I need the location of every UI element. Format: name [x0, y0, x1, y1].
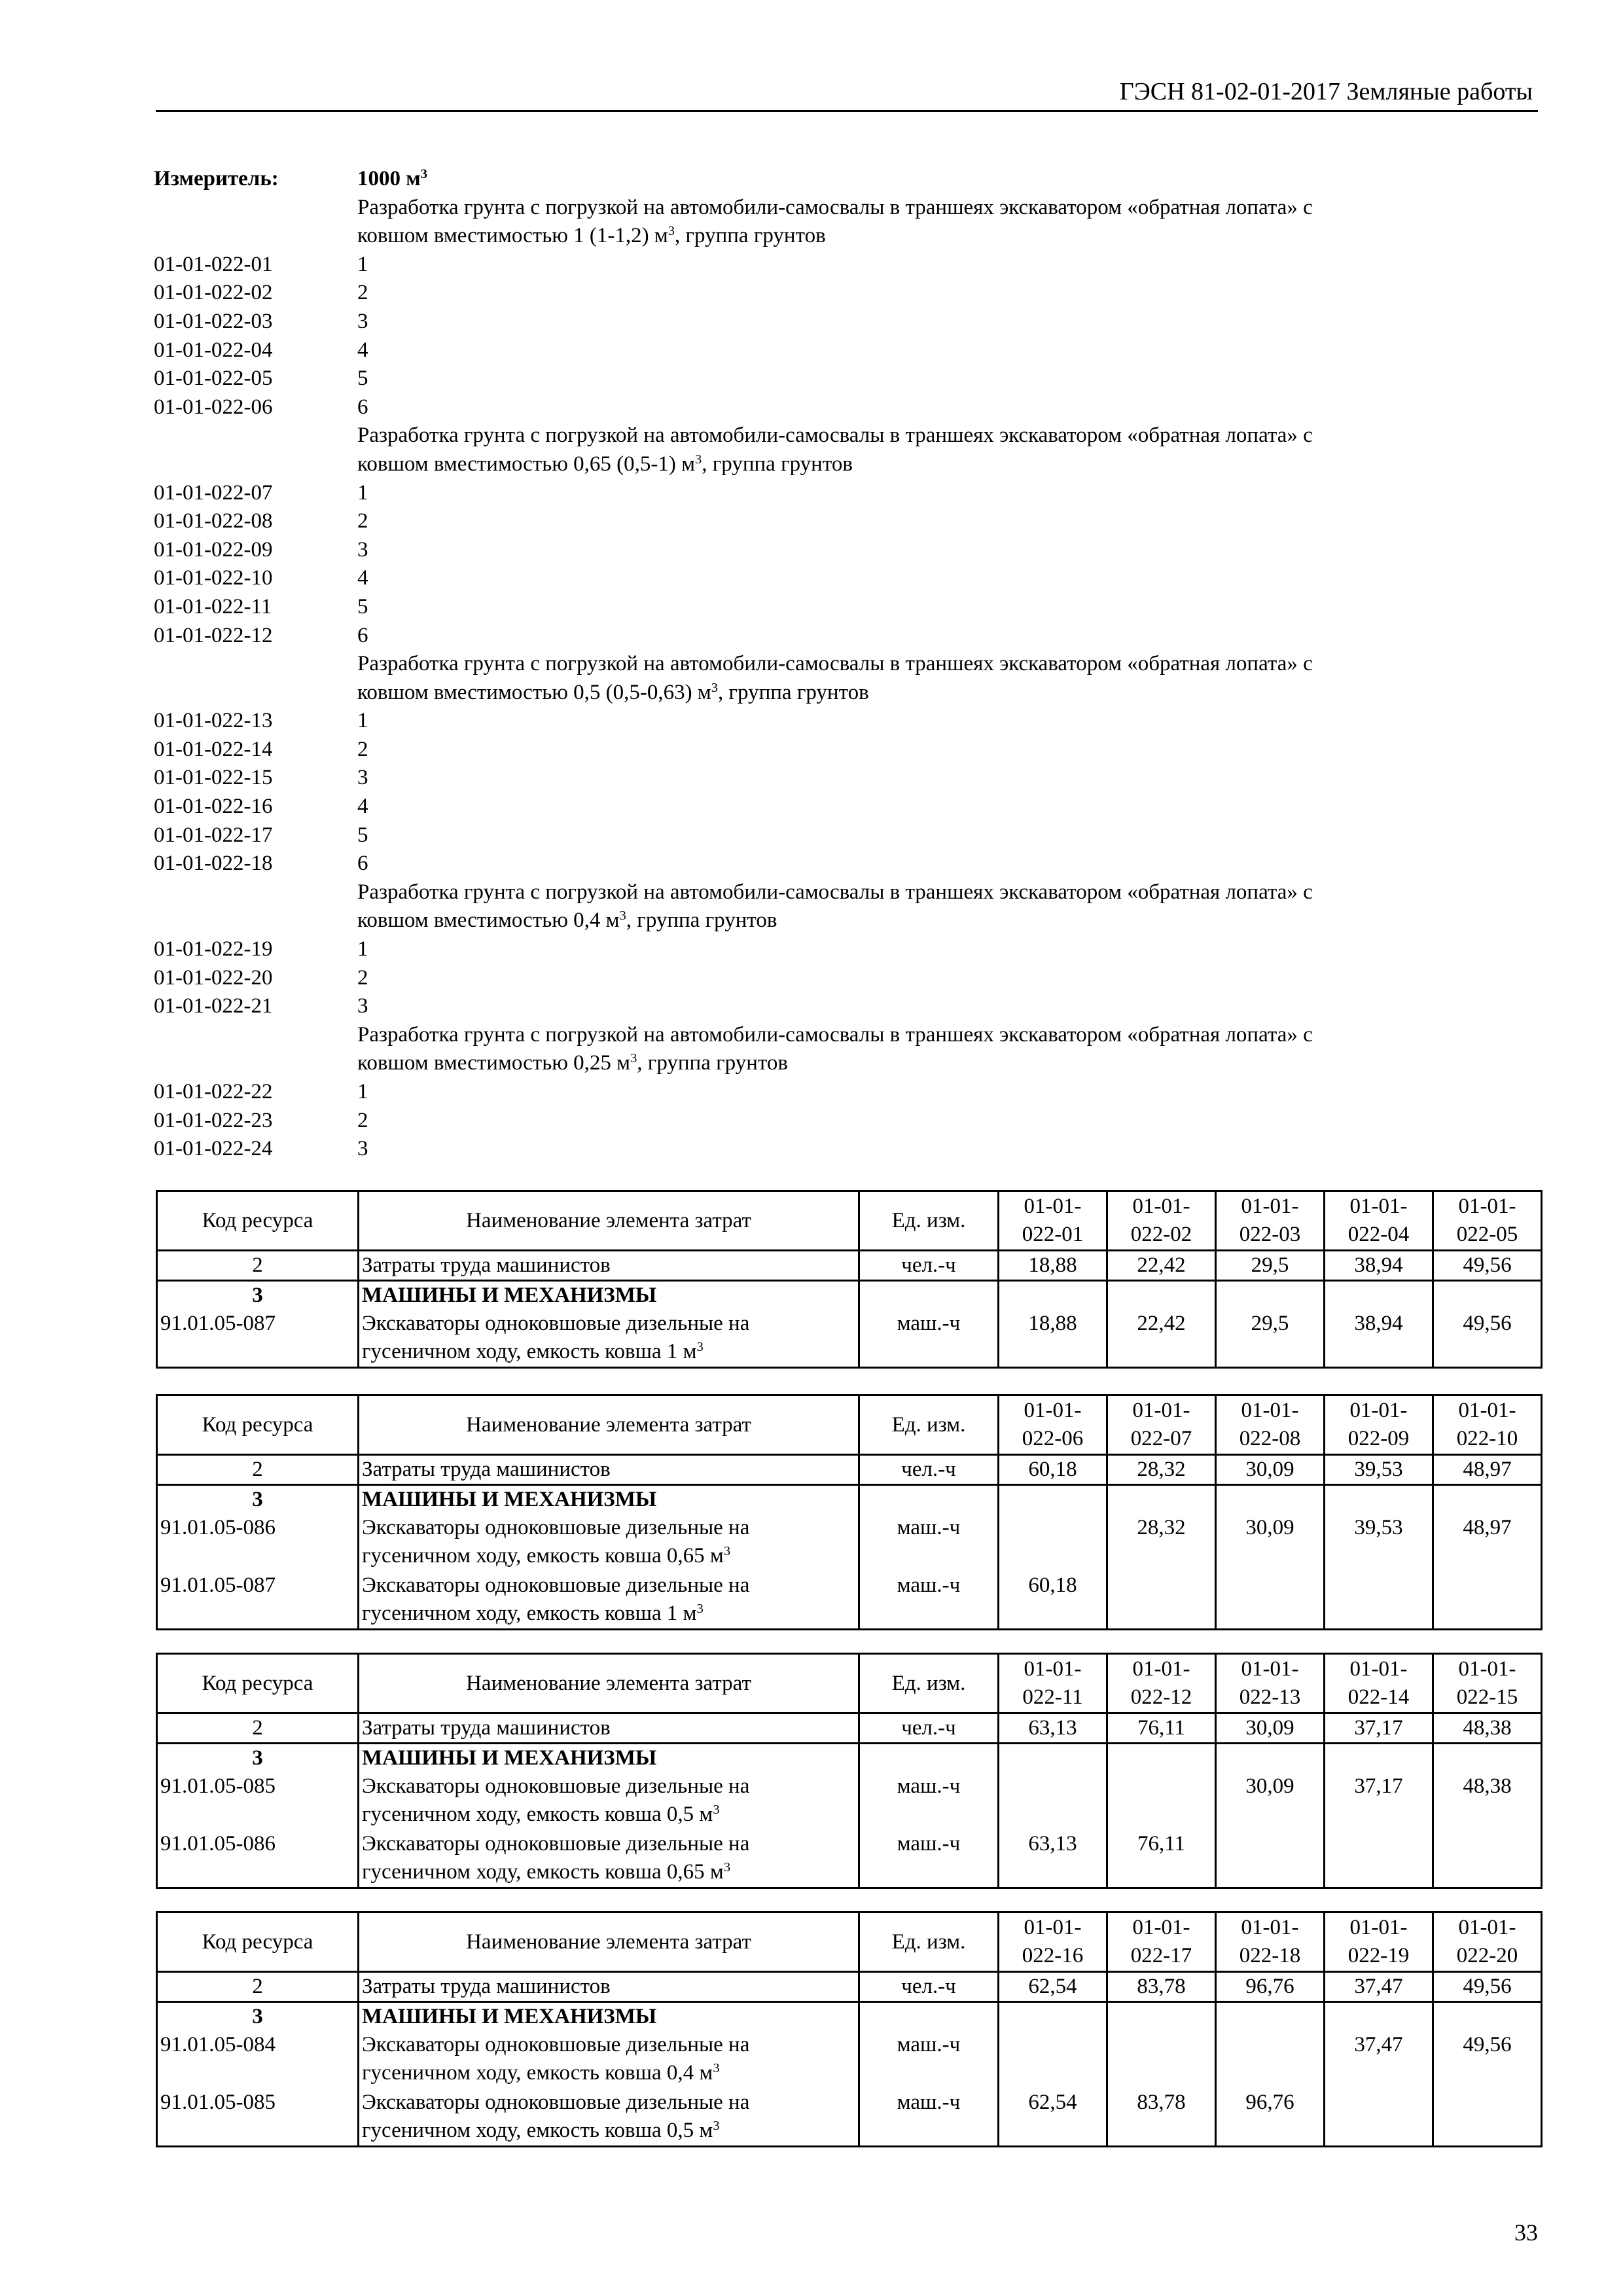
machine-row — [157, 2031, 1542, 2089]
machine-value: 49,56 — [1433, 1310, 1542, 1367]
labor-value: 18,88 — [999, 1251, 1107, 1281]
header-norm-code: 01-01- 022-17 — [1107, 1912, 1216, 1972]
labor-value: 76,11 — [1107, 1713, 1216, 1744]
machine-value: 63,13 — [999, 1830, 1107, 1888]
resource-table — [156, 1911, 1543, 2147]
norm-row — [154, 479, 1313, 508]
machine-value: 96,76 — [1216, 2089, 1325, 2146]
header-norm-code: 01-01- 022-03 — [1216, 1191, 1325, 1251]
machines-header-row — [157, 1744, 1542, 1773]
machine-row — [157, 1310, 1542, 1367]
machine-value: 49,56 — [1433, 2031, 1542, 2089]
superscript: 3 — [696, 1601, 704, 1616]
superscript: 3 — [723, 1859, 731, 1874]
machine-name: Экскаваторы одноковшовые дизельные на гусеничном ходу, емкость ковша 0,4 $м^3$ — [359, 2031, 859, 2089]
labor-value: 48,97 — [1433, 1455, 1542, 1485]
header-unit: Ед. изм. — [859, 1654, 999, 1713]
empty-cell — [859, 1281, 999, 1310]
machine-code: 91.01.05-084 — [157, 2031, 359, 2089]
norm-row — [154, 622, 1313, 651]
header-title: ГЭСН 81-02-01-2017 Земляные работы — [1119, 78, 1533, 105]
norm-code: 01-01-022-13 — [154, 709, 273, 733]
machine-row — [157, 1830, 1542, 1888]
header-norm-code: 01-01- 022-01 — [999, 1191, 1107, 1251]
machines-title: МАШИНЫ И МЕХАНИЗМЫ — [359, 2002, 859, 2032]
soil-group: 2 — [357, 509, 368, 533]
group-desc-line — [154, 906, 1313, 935]
spacer — [154, 906, 357, 935]
machine-name: Экскаваторы одноковшовые дизельные на гусеничном ходу, емкость ковша 0,5 $м^3$ — [359, 1772, 859, 1830]
machine-value — [1216, 1830, 1325, 1888]
labor-code: 2 — [157, 1251, 359, 1281]
norm-code: 01-01-022-06 — [154, 395, 273, 419]
labor-value: 49,56 — [1433, 1251, 1542, 1281]
group-desc-line — [154, 878, 1313, 907]
empty-cell — [1433, 2002, 1542, 2032]
machines-code: 3 — [157, 1485, 359, 1515]
empty-cell — [1107, 1485, 1216, 1515]
soil-group: 2 — [357, 965, 368, 990]
soil-group: 1 — [357, 709, 368, 733]
header-norm-code: 01-01- 022-02 — [1107, 1191, 1216, 1251]
machine-value: 83,78 — [1107, 2089, 1216, 2146]
machine-value: 18,88 — [999, 1310, 1107, 1367]
labor-value: 60,18 — [999, 1455, 1107, 1485]
norm-row — [154, 736, 1313, 764]
labor-value: 30,09 — [1216, 1713, 1325, 1744]
empty-cell — [999, 1744, 1107, 1773]
norm-row — [154, 593, 1313, 622]
labor-row — [157, 1972, 1542, 2002]
norm-row — [154, 393, 1313, 422]
empty-cell — [1433, 1485, 1542, 1515]
norm-row — [154, 279, 1313, 308]
superscript: 3 — [713, 2060, 720, 2075]
labor-value: 37,17 — [1325, 1713, 1433, 1744]
header-unit: Ед. изм. — [859, 1912, 999, 1972]
norm-row — [154, 365, 1313, 393]
spacer — [154, 679, 357, 708]
labor-value: 38,94 — [1325, 1251, 1433, 1281]
machine-name: Экскаваторы одноковшовые дизельные на гусеничном ходу, емкость ковша 0,5 $м^3$ — [359, 2089, 859, 2146]
machine-code: 91.01.05-086 — [157, 1830, 359, 1888]
machine-value: 39,53 — [1325, 1514, 1433, 1571]
soil-group: 2 — [357, 1108, 368, 1132]
empty-cell — [859, 1744, 999, 1773]
machine-code: 91.01.05-085 — [157, 2089, 359, 2146]
soil-group: 3 — [357, 994, 368, 1018]
norm-code: 01-01-022-09 — [154, 537, 273, 562]
superscript: 3 — [723, 1543, 731, 1558]
norm-code: 01-01-022-19 — [154, 937, 273, 961]
soil-group: 1 — [357, 480, 368, 505]
meter-header-row — [154, 165, 1313, 194]
machine-value: 22,42 — [1107, 1310, 1216, 1367]
empty-cell — [999, 1485, 1107, 1515]
soil-group: 1 — [357, 1080, 368, 1103]
header-name: Наименование элемента затрат — [359, 1191, 859, 1251]
labor-row — [157, 1251, 1542, 1281]
superscript: 3 — [713, 1802, 720, 1817]
spacer — [154, 422, 357, 450]
group-desc-line — [154, 650, 1313, 679]
norm-row — [154, 935, 1313, 964]
machine-unit: маш.-ч — [859, 1514, 999, 1571]
resource-table — [156, 1394, 1543, 1630]
header-norm-code: 01-01- 022-18 — [1216, 1912, 1325, 1972]
machine-name: Экскаваторы одноковшовые дизельные на гусеничном ходу, емкость ковша 1 $м^3$ — [359, 1571, 859, 1629]
meter-value: 1000 $м^3$ — [357, 166, 427, 190]
header-norm-code: 01-01- 022-07 — [1107, 1395, 1216, 1455]
labor-code: 2 — [157, 1455, 359, 1485]
machine-name: Экскаваторы одноковшовые дизельные на гусеничном ходу, емкость ковша 1 $м^3$ — [359, 1310, 859, 1367]
empty-cell — [1325, 1485, 1433, 1515]
norm-row — [154, 536, 1313, 565]
soil-group: 6 — [357, 623, 368, 647]
norm-code: 01-01-022-10 — [154, 566, 273, 590]
norm-code: 01-01-022-14 — [154, 737, 273, 761]
table-header-row — [157, 1395, 1542, 1455]
empty-cell — [1107, 2002, 1216, 2032]
empty-cell — [1325, 1744, 1433, 1773]
machine-value: 76,11 — [1107, 1830, 1216, 1888]
norm-code: 01-01-022-16 — [154, 795, 273, 819]
group-desc-line — [154, 222, 1313, 251]
empty-cell — [1433, 1281, 1542, 1310]
norm-code: 01-01-022-11 — [154, 594, 272, 619]
empty-cell — [1325, 2002, 1433, 2032]
header-name: Наименование элемента затрат — [359, 1654, 859, 1713]
machine-value — [1216, 2031, 1325, 2089]
superscript: 3 — [696, 1339, 704, 1354]
machine-value: 29,5 — [1216, 1310, 1325, 1367]
spacer — [154, 878, 357, 907]
group-desc-line — [154, 679, 1313, 708]
header-norm-code: 01-01- 022-13 — [1216, 1654, 1325, 1713]
norm-row — [154, 1135, 1313, 1164]
header-norm-code: 01-01- 022-19 — [1325, 1912, 1433, 1972]
machine-value: 60,18 — [999, 1571, 1107, 1629]
machine-value: 37,47 — [1325, 2031, 1433, 2089]
superscript: 3 — [630, 1051, 637, 1066]
empty-cell — [1216, 1744, 1325, 1773]
machine-code: 91.01.05-086 — [157, 1514, 359, 1571]
norm-row — [154, 336, 1313, 365]
machine-value: 38,94 — [1325, 1310, 1433, 1367]
header-norm-code: 01-01- 022-08 — [1216, 1395, 1325, 1455]
header-name: Наименование элемента затрат — [359, 1395, 859, 1455]
superscript: 3 — [420, 166, 427, 181]
header-norm-code: 01-01- 022-20 — [1433, 1912, 1542, 1972]
labor-name: Затраты труда машинистов — [359, 1972, 859, 2002]
spacer — [154, 194, 357, 223]
labor-value: 49,56 — [1433, 1972, 1542, 2002]
machine-value — [999, 1514, 1107, 1571]
soil-group: 3 — [357, 1137, 368, 1161]
machine-unit: маш.-ч — [859, 2089, 999, 2146]
soil-group: 2 — [357, 281, 368, 305]
superscript: 3 — [619, 908, 626, 924]
labor-value: 29,5 — [1216, 1251, 1325, 1281]
resource-table — [156, 1190, 1543, 1369]
norm-row — [154, 564, 1313, 593]
soil-group: 3 — [357, 766, 368, 790]
norm-code: 01-01-022-05 — [154, 367, 273, 391]
soil-group: 6 — [357, 395, 368, 419]
norm-code: 01-01-022-22 — [154, 1080, 273, 1103]
machine-value — [999, 2031, 1107, 2089]
empty-cell — [999, 2002, 1107, 2032]
machine-value: 48,97 — [1433, 1514, 1542, 1571]
machine-value — [1107, 2031, 1216, 2089]
header-norm-code: 01-01- 022-14 — [1325, 1654, 1433, 1713]
empty-cell — [1433, 1744, 1542, 1773]
soil-group: 2 — [357, 737, 368, 761]
norm-row — [154, 821, 1313, 850]
superscript: 3 — [711, 680, 718, 695]
soil-group: 4 — [357, 338, 368, 362]
machine-value — [1433, 2089, 1542, 2146]
machines-header-row — [157, 2002, 1542, 2032]
meter-section — [154, 165, 1313, 1164]
norm-code: 01-01-022-18 — [154, 852, 273, 876]
group-description: ковшом вместимостью 0,65 (0,5-1) $м^3$, группа грунтов — [357, 452, 853, 476]
empty-cell — [859, 2002, 999, 2032]
norm-row — [154, 251, 1313, 279]
machine-value: 28,32 — [1107, 1514, 1216, 1571]
labor-value: 96,76 — [1216, 1972, 1325, 2002]
spacer — [154, 1021, 357, 1050]
machine-value — [1325, 1571, 1433, 1629]
resource-table — [156, 1653, 1543, 1889]
header-norm-code: 01-01- 022-09 — [1325, 1395, 1433, 1455]
labor-unit: чел.-ч — [859, 1713, 999, 1744]
machine-value: 62,54 — [999, 2089, 1107, 2146]
soil-group: 5 — [357, 367, 368, 391]
labor-value: 22,42 — [1107, 1251, 1216, 1281]
soil-group: 4 — [357, 795, 368, 819]
labor-code: 2 — [157, 1972, 359, 2002]
norm-code: 01-01-022-23 — [154, 1108, 273, 1132]
labor-unit: чел.-ч — [859, 1455, 999, 1485]
machines-title: МАШИНЫ И МЕХАНИЗМЫ — [359, 1281, 859, 1310]
spacer — [154, 650, 357, 679]
norm-row — [154, 1078, 1313, 1107]
empty-cell — [1216, 1281, 1325, 1310]
labor-value: 28,32 — [1107, 1455, 1216, 1485]
table-header-row — [157, 1191, 1542, 1251]
machines-header-row — [157, 1485, 1542, 1515]
norm-code: 01-01-022-08 — [154, 509, 273, 533]
norm-code: 01-01-022-03 — [154, 309, 273, 333]
labor-name: Затраты труда машинистов — [359, 1713, 859, 1744]
norm-code: 01-01-022-04 — [154, 338, 273, 362]
empty-cell — [859, 1485, 999, 1515]
machine-code: 91.01.05-085 — [157, 1772, 359, 1830]
group-description: ковшом вместимостью 1 (1-1,2) $м^3$, группа грунтов — [357, 223, 826, 248]
group-description: Разработка грунта с погрузкой на автомобили-самосвалы в траншеях экскаватором «обратная лопата» с — [357, 195, 1313, 219]
labor-value: 62,54 — [999, 1972, 1107, 2002]
group-desc-line — [154, 1021, 1313, 1050]
soil-group: 1 — [357, 252, 368, 276]
header-norm-code: 01-01- 022-10 — [1433, 1395, 1542, 1455]
soil-group: 3 — [357, 309, 368, 333]
header-norm-code: 01-01- 022-11 — [999, 1654, 1107, 1713]
empty-cell — [999, 1281, 1107, 1310]
norm-code: 01-01-022-15 — [154, 766, 273, 790]
machine-code: 91.01.05-087 — [157, 1571, 359, 1629]
soil-group: 5 — [357, 823, 368, 847]
machine-value — [1107, 1571, 1216, 1629]
machine-unit: маш.-ч — [859, 2031, 999, 2089]
header-norm-code: 01-01- 022-12 — [1107, 1654, 1216, 1713]
header-norm-code: 01-01- 022-05 — [1433, 1191, 1542, 1251]
norm-code: 01-01-022-02 — [154, 281, 273, 305]
header-norm-code: 01-01- 022-16 — [999, 1912, 1107, 1972]
labor-value: 63,13 — [999, 1713, 1107, 1744]
header-code: Код ресурса — [157, 1912, 359, 1972]
labor-value: 83,78 — [1107, 1972, 1216, 2002]
machine-value: 30,09 — [1216, 1772, 1325, 1830]
header-code: Код ресурса — [157, 1191, 359, 1251]
machine-value — [1433, 1830, 1542, 1888]
soil-group: 1 — [357, 937, 368, 961]
spacer — [154, 450, 357, 479]
empty-cell — [1216, 2002, 1325, 2032]
machine-row — [157, 2089, 1542, 2146]
page-header — [156, 73, 1538, 112]
labor-value: 39,53 — [1325, 1455, 1433, 1485]
norm-row — [154, 764, 1313, 793]
norm-row — [154, 850, 1313, 878]
machines-code: 3 — [157, 1281, 359, 1310]
norm-row — [154, 793, 1313, 821]
page-number: 33 — [1514, 2219, 1538, 2246]
group-desc-line — [154, 450, 1313, 479]
machine-value — [1433, 1571, 1542, 1629]
labor-value: 30,09 — [1216, 1455, 1325, 1485]
table-header-row — [157, 1912, 1542, 1972]
norm-code: 01-01-022-24 — [154, 1137, 273, 1161]
labor-unit: чел.-ч — [859, 1251, 999, 1281]
soil-group: 5 — [357, 594, 368, 619]
machine-value — [1216, 1571, 1325, 1629]
machines-title: МАШИНЫ И МЕХАНИЗМЫ — [359, 1744, 859, 1773]
soil-group: 3 — [357, 537, 368, 562]
header-code: Код ресурса — [157, 1395, 359, 1455]
empty-cell — [1107, 1744, 1216, 1773]
norm-row — [154, 964, 1313, 993]
machine-value — [1325, 1830, 1433, 1888]
norm-row — [154, 992, 1313, 1021]
superscript: 3 — [713, 2118, 720, 2133]
norm-code: 01-01-022-01 — [154, 252, 273, 276]
labor-name: Затраты труда машинистов — [359, 1251, 859, 1281]
empty-cell — [1216, 1485, 1325, 1515]
group-description: Разработка грунта с погрузкой на автомобили-самосвалы в траншеях экскаватором «обратная лопата» с — [357, 652, 1313, 676]
group-desc-line — [154, 194, 1313, 223]
labor-value: 48,38 — [1433, 1713, 1542, 1744]
labor-name: Затраты труда машинистов — [359, 1455, 859, 1485]
norm-code: 01-01-022-20 — [154, 965, 273, 990]
machine-row — [157, 1772, 1542, 1830]
machine-value — [1325, 2089, 1433, 2146]
header-norm-code: 01-01- 022-04 — [1325, 1191, 1433, 1251]
machine-row — [157, 1514, 1542, 1571]
machine-value: 48,38 — [1433, 1772, 1542, 1830]
machine-unit: маш.-ч — [859, 1310, 999, 1367]
header-name: Наименование элемента затрат — [359, 1912, 859, 1972]
norm-code: 01-01-022-17 — [154, 823, 273, 847]
labor-unit: чел.-ч — [859, 1972, 999, 2002]
machines-code: 3 — [157, 1744, 359, 1773]
norm-code: 01-01-022-12 — [154, 623, 273, 647]
norm-row — [154, 308, 1313, 336]
norm-code: 01-01-022-21 — [154, 994, 273, 1018]
group-desc-line — [154, 1049, 1313, 1078]
group-description: ковшом вместимостью 0,25 $м^3$, группа грунтов — [357, 1051, 788, 1075]
header-unit: Ед. изм. — [859, 1191, 999, 1251]
group-description: Разработка грунта с погрузкой на автомобили-самосвалы в траншеях экскаватором «обратная лопата» с — [357, 1022, 1313, 1047]
group-desc-line — [154, 422, 1313, 450]
header-norm-code: 01-01- 022-06 — [999, 1395, 1107, 1455]
machine-code: 91.01.05-087 — [157, 1310, 359, 1367]
machine-name: Экскаваторы одноковшовые дизельные на гусеничном ходу, емкость ковша 0,65 $м^3$ — [359, 1830, 859, 1888]
group-description: ковшом вместимостью 0,5 (0,5-0,63) $м^3$, группа грунтов — [357, 680, 869, 704]
machine-value — [1107, 1772, 1216, 1830]
labor-value: 37,47 — [1325, 1972, 1433, 2002]
group-description: Разработка грунта с погрузкой на автомобили-самосвалы в траншеях экскаватором «обратная лопата» с — [357, 880, 1313, 904]
machine-value — [999, 1772, 1107, 1830]
labor-row — [157, 1713, 1542, 1744]
soil-group: 4 — [357, 566, 368, 590]
machine-unit: маш.-ч — [859, 1772, 999, 1830]
group-description: Разработка грунта с погрузкой на автомобили-самосвалы в траншеях экскаватором «обратная лопата» с — [357, 423, 1313, 448]
machines-title: МАШИНЫ И МЕХАНИЗМЫ — [359, 1485, 859, 1515]
header-unit: Ед. изм. — [859, 1395, 999, 1455]
empty-cell — [1107, 1281, 1216, 1310]
norm-row — [154, 507, 1313, 536]
superscript: 3 — [668, 223, 675, 238]
machine-unit: маш.-ч — [859, 1571, 999, 1629]
norm-row — [154, 707, 1313, 736]
empty-cell — [1325, 1281, 1433, 1310]
machine-row — [157, 1571, 1542, 1629]
norm-code: 01-01-022-07 — [154, 480, 273, 505]
header-code: Код ресурса — [157, 1654, 359, 1713]
machine-name: Экскаваторы одноковшовые дизельные на гусеничном ходу, емкость ковша 0,65 $м^3$ — [359, 1514, 859, 1571]
soil-group: 6 — [357, 852, 368, 876]
group-description: ковшом вместимостью 0,4 $м^3$, группа грунтов — [357, 908, 777, 933]
meter-label: Измеритель: — [154, 167, 279, 190]
machine-value: 37,17 — [1325, 1772, 1433, 1830]
superscript: 3 — [695, 452, 702, 467]
machines-code: 3 — [157, 2002, 359, 2032]
spacer — [154, 1049, 357, 1078]
machine-value: 30,09 — [1216, 1514, 1325, 1571]
header-norm-code: 01-01- 022-15 — [1433, 1654, 1542, 1713]
labor-code: 2 — [157, 1713, 359, 1744]
labor-row — [157, 1455, 1542, 1485]
norm-row — [154, 1107, 1313, 1136]
spacer — [154, 222, 357, 251]
machines-header-row — [157, 1281, 1542, 1310]
machine-unit: маш.-ч — [859, 1830, 999, 1888]
table-header-row — [157, 1654, 1542, 1713]
